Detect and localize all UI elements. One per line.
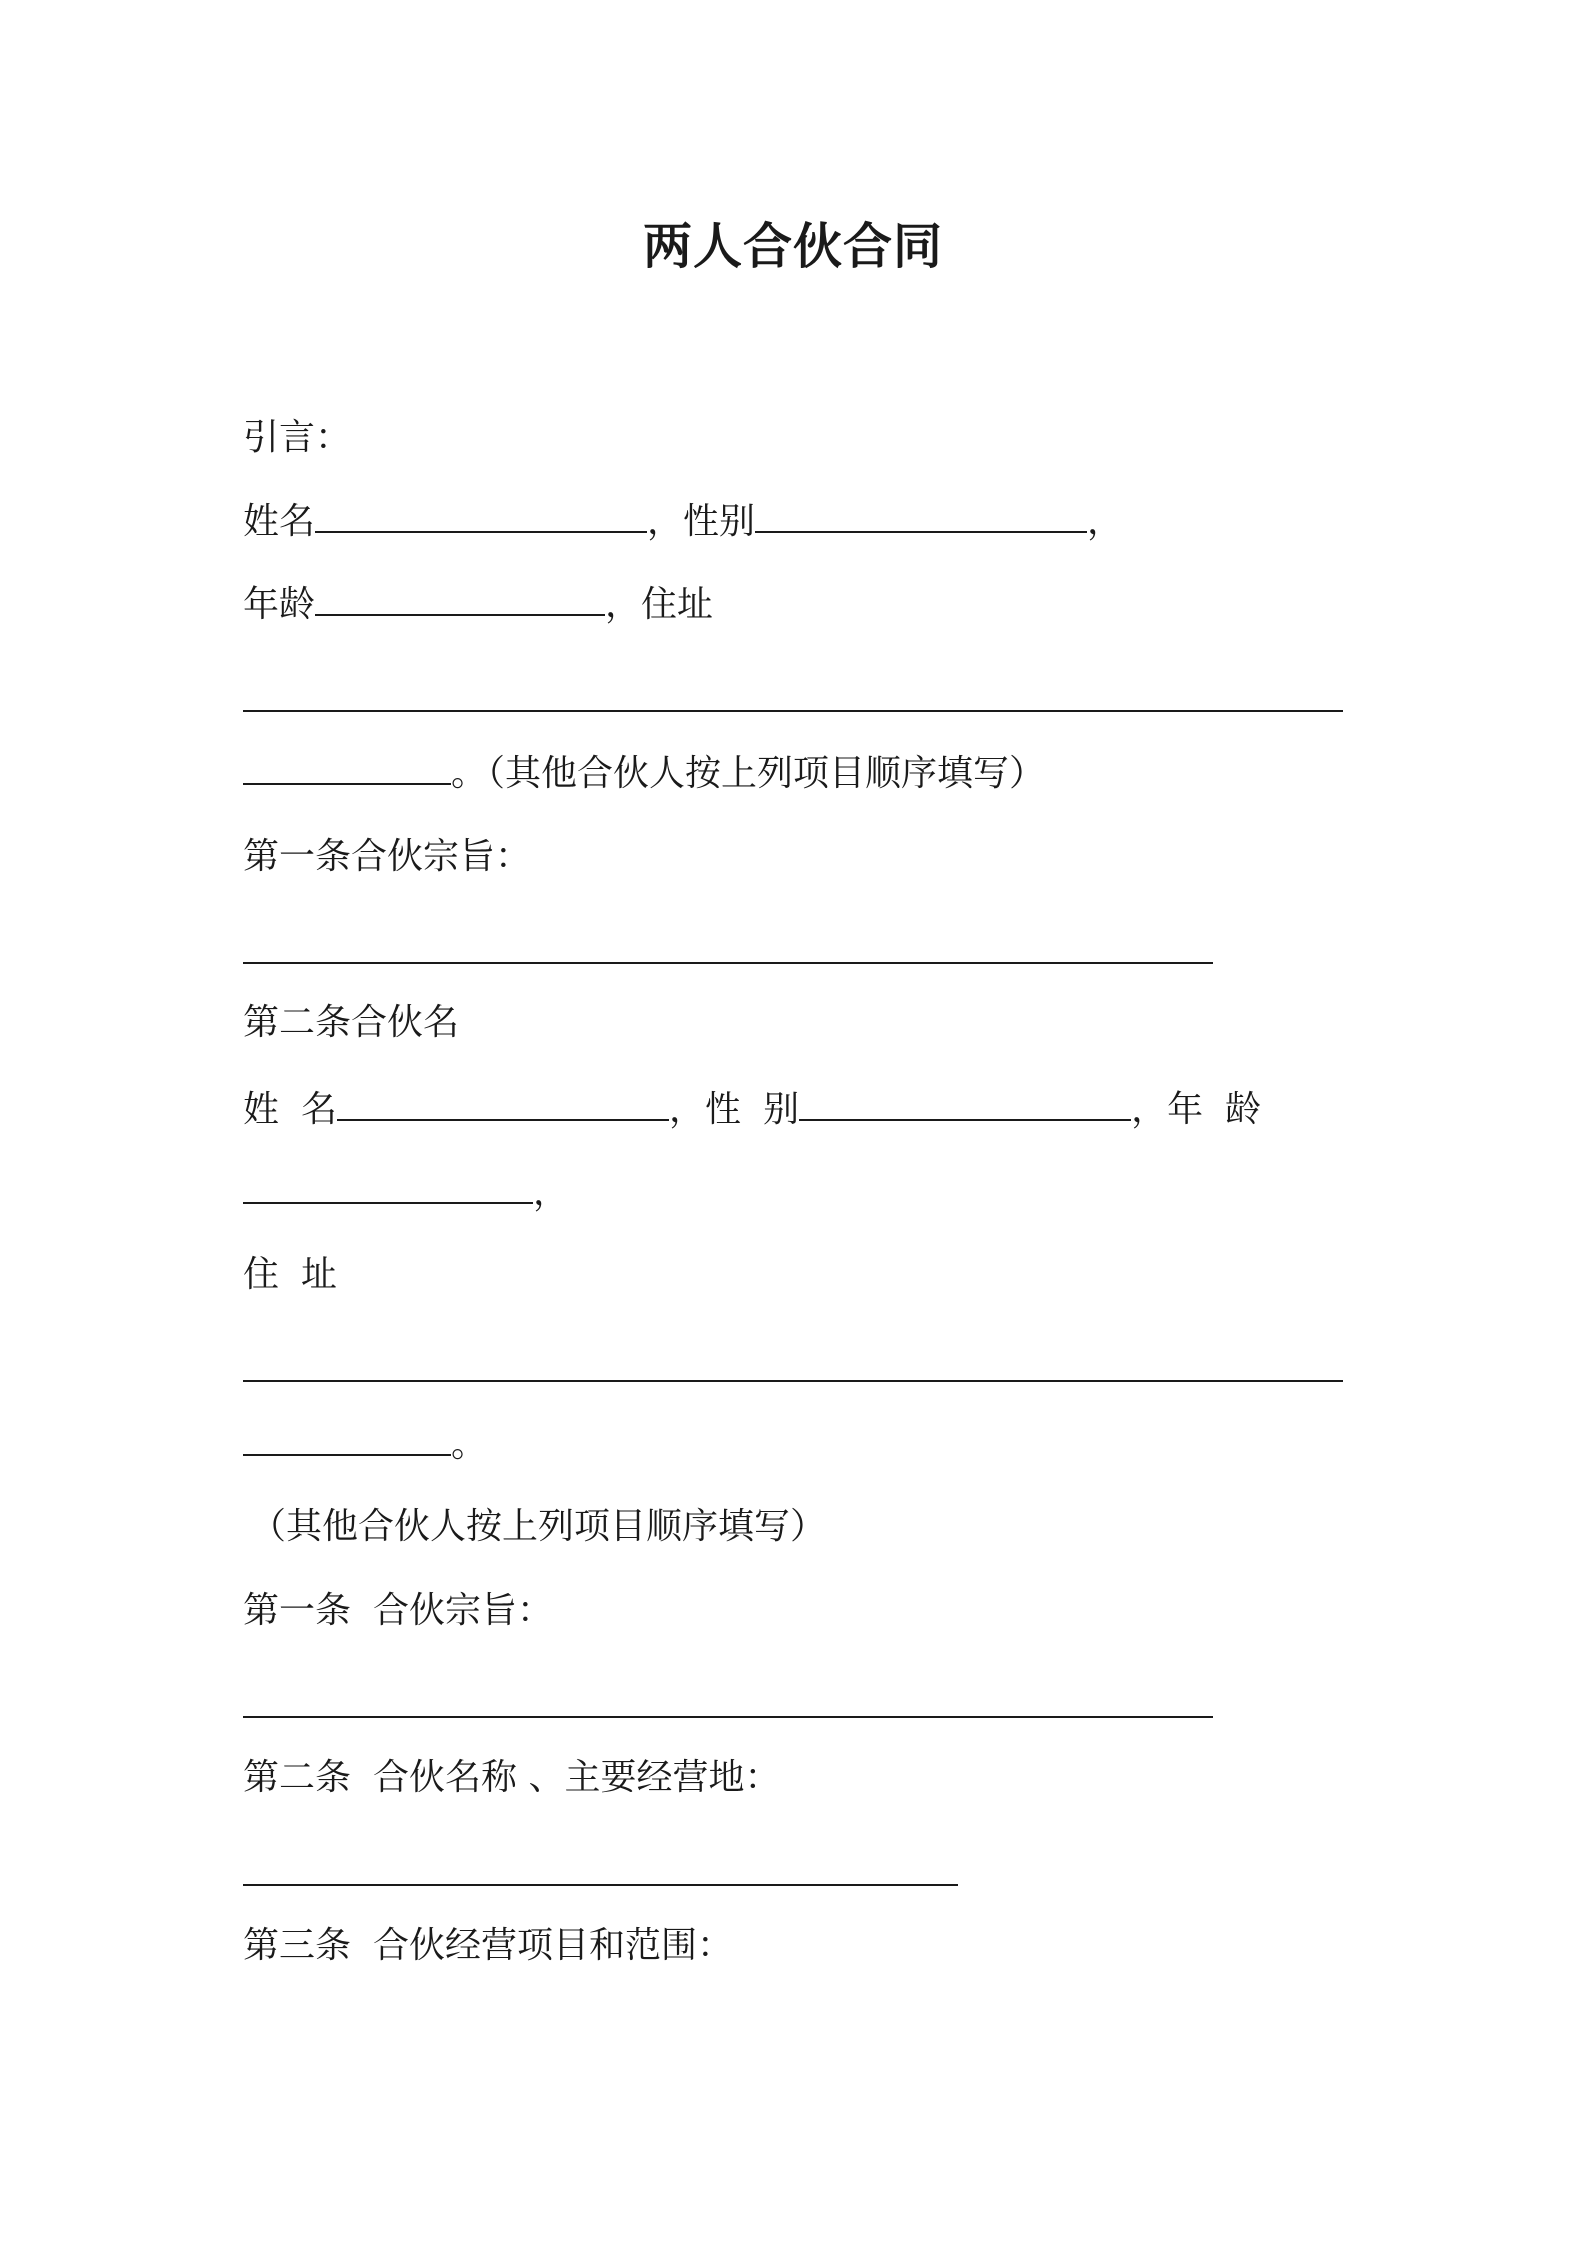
article1-blank-line[interactable] <box>243 962 1213 964</box>
name-label: 姓名 <box>243 501 316 542</box>
contract-title: 两人合伙合同 <box>642 218 943 275</box>
party2-address-end-row <box>243 1418 487 1470</box>
comma: ， <box>1087 501 1124 542</box>
age-label-char1: 年 <box>1167 1089 1204 1130</box>
comma: ， <box>1131 1089 1168 1130</box>
article-title: 合伙经营项目和范围： <box>373 1925 734 1966</box>
address-blank-line[interactable] <box>243 710 1343 712</box>
address-blank-line[interactable] <box>243 1380 1343 1382</box>
article3b-heading <box>243 1921 733 1971</box>
end-mark: 。 <box>451 1424 488 1465</box>
article-number: 第二条 <box>243 1757 352 1798</box>
gender-blank[interactable] <box>799 1083 1131 1121</box>
article2-heading: 第二条合伙名 <box>243 1002 460 1043</box>
age-label-char2: 龄 <box>1225 1089 1262 1130</box>
age-label: 年龄 <box>243 584 316 625</box>
comma: ， <box>605 584 642 625</box>
fill-note: （其他合伙人按上列项目顺序填写） <box>250 1506 827 1547</box>
party2-name-gender-age-row <box>243 1083 1261 1135</box>
article1b-heading <box>243 1586 553 1636</box>
gender-label-char1: 性 <box>705 1089 742 1130</box>
article1-heading: 第一条合伙宗旨： <box>243 836 532 877</box>
name-blank[interactable] <box>337 1083 669 1121</box>
gender-label: 性别 <box>683 501 756 542</box>
article-title: 合伙宗旨： <box>373 1590 554 1631</box>
party1-address-end-row <box>243 747 1045 799</box>
address-blank-continued[interactable] <box>243 1418 451 1456</box>
article-number: 第一条 <box>243 1590 352 1631</box>
age-blank[interactable] <box>243 1166 533 1204</box>
intro-label: 引言： <box>243 417 352 458</box>
age-blank[interactable] <box>315 578 605 616</box>
party1-name-gender-row <box>243 495 1123 547</box>
party2-address-label-row <box>243 1250 337 1300</box>
comma: ， <box>533 1172 570 1213</box>
comma: ， <box>669 1089 706 1130</box>
address-label-char1: 住 <box>243 1254 280 1295</box>
end-mark: 。 <box>451 753 488 794</box>
name-label-char2: 名 <box>301 1089 338 1130</box>
name-label-char1: 姓 <box>243 1089 280 1130</box>
gender-label-char2: 别 <box>763 1089 800 1130</box>
article-number: 第三条 <box>243 1925 352 1966</box>
article-title: 合伙名称 、主要经营地： <box>373 1757 781 1798</box>
address-blank-continued[interactable] <box>243 747 451 785</box>
address-label-char2: 址 <box>301 1254 338 1295</box>
article1b-blank-line[interactable] <box>243 1716 1213 1718</box>
address-label: 住址 <box>641 584 714 625</box>
article2b-heading <box>243 1753 780 1803</box>
party2-age-row <box>243 1166 569 1218</box>
gender-blank[interactable] <box>755 495 1087 533</box>
party1-age-address-row <box>243 578 713 630</box>
name-blank[interactable] <box>315 495 647 533</box>
comma: ， <box>647 501 684 542</box>
fill-note: （其他合伙人按上列项目顺序填写） <box>487 753 1046 794</box>
article2b-blank-line[interactable] <box>243 1884 958 1886</box>
